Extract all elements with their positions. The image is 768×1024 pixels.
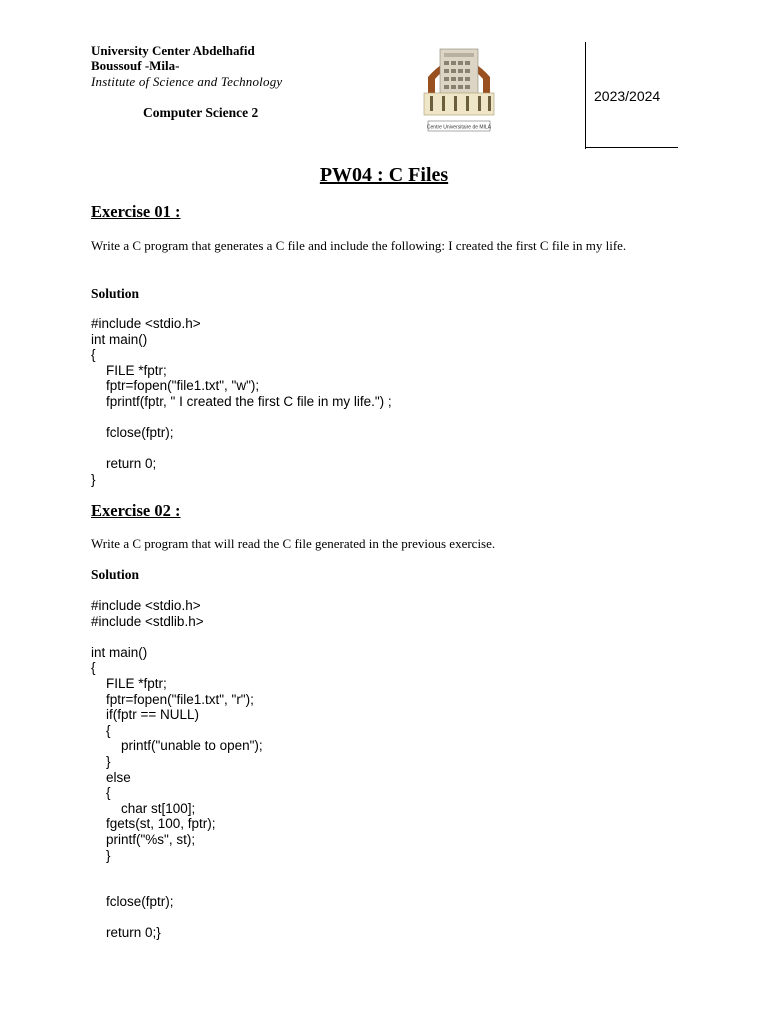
header-divider-vertical	[585, 42, 586, 149]
exercise-02-solution-label: Solution	[91, 567, 140, 582]
header-divider-horizontal	[585, 147, 678, 148]
page-title: PW04 : C Files	[319, 164, 449, 186]
course-name: Computer Science 2	[143, 105, 259, 120]
institute-name: Institute of Science and Technology	[91, 74, 283, 89]
university-name-line2: Boussouf -Mila-	[91, 58, 180, 73]
exercise-01-statement: Write a C program that generates a C file and include the following: I created the first C file in my life.	[91, 238, 627, 253]
exercise-02-statement: Write a C program that will read the C file generated in the previous exercise.	[91, 536, 496, 551]
academic-year: 2023/2024	[594, 88, 661, 104]
exercise-01-heading: Exercise 01 :	[91, 202, 181, 221]
university-logo	[418, 43, 500, 139]
university-building-icon	[418, 43, 500, 139]
university-name-line1: University Center Abdelhafid	[91, 43, 255, 58]
exercise-01-solution-label: Solution	[91, 286, 140, 301]
exercise-01-code: #include <stdio.h> int main() { FILE *fptr; fptr=fopen("file1.txt", "w"); fprintf(fptr, " I created the first C file in my life.") ; fclose(fptr); return 0; }	[91, 316, 392, 487]
exercise-02-heading: Exercise 02 :	[91, 501, 181, 520]
exercise-02-code: #include <stdio.h> #include <stdlib.h> int main() { FILE *fptr; fptr=fopen("file1.txt", "r"); if(fptr == NULL) { printf("unable to open"); } else { char st[100]; fgets(st, 100, fptr); printf("%s", st); } fclose(fptr); return 0;}	[91, 598, 263, 941]
logo-caption: Centre Universitaire de MILA	[426, 124, 492, 131]
